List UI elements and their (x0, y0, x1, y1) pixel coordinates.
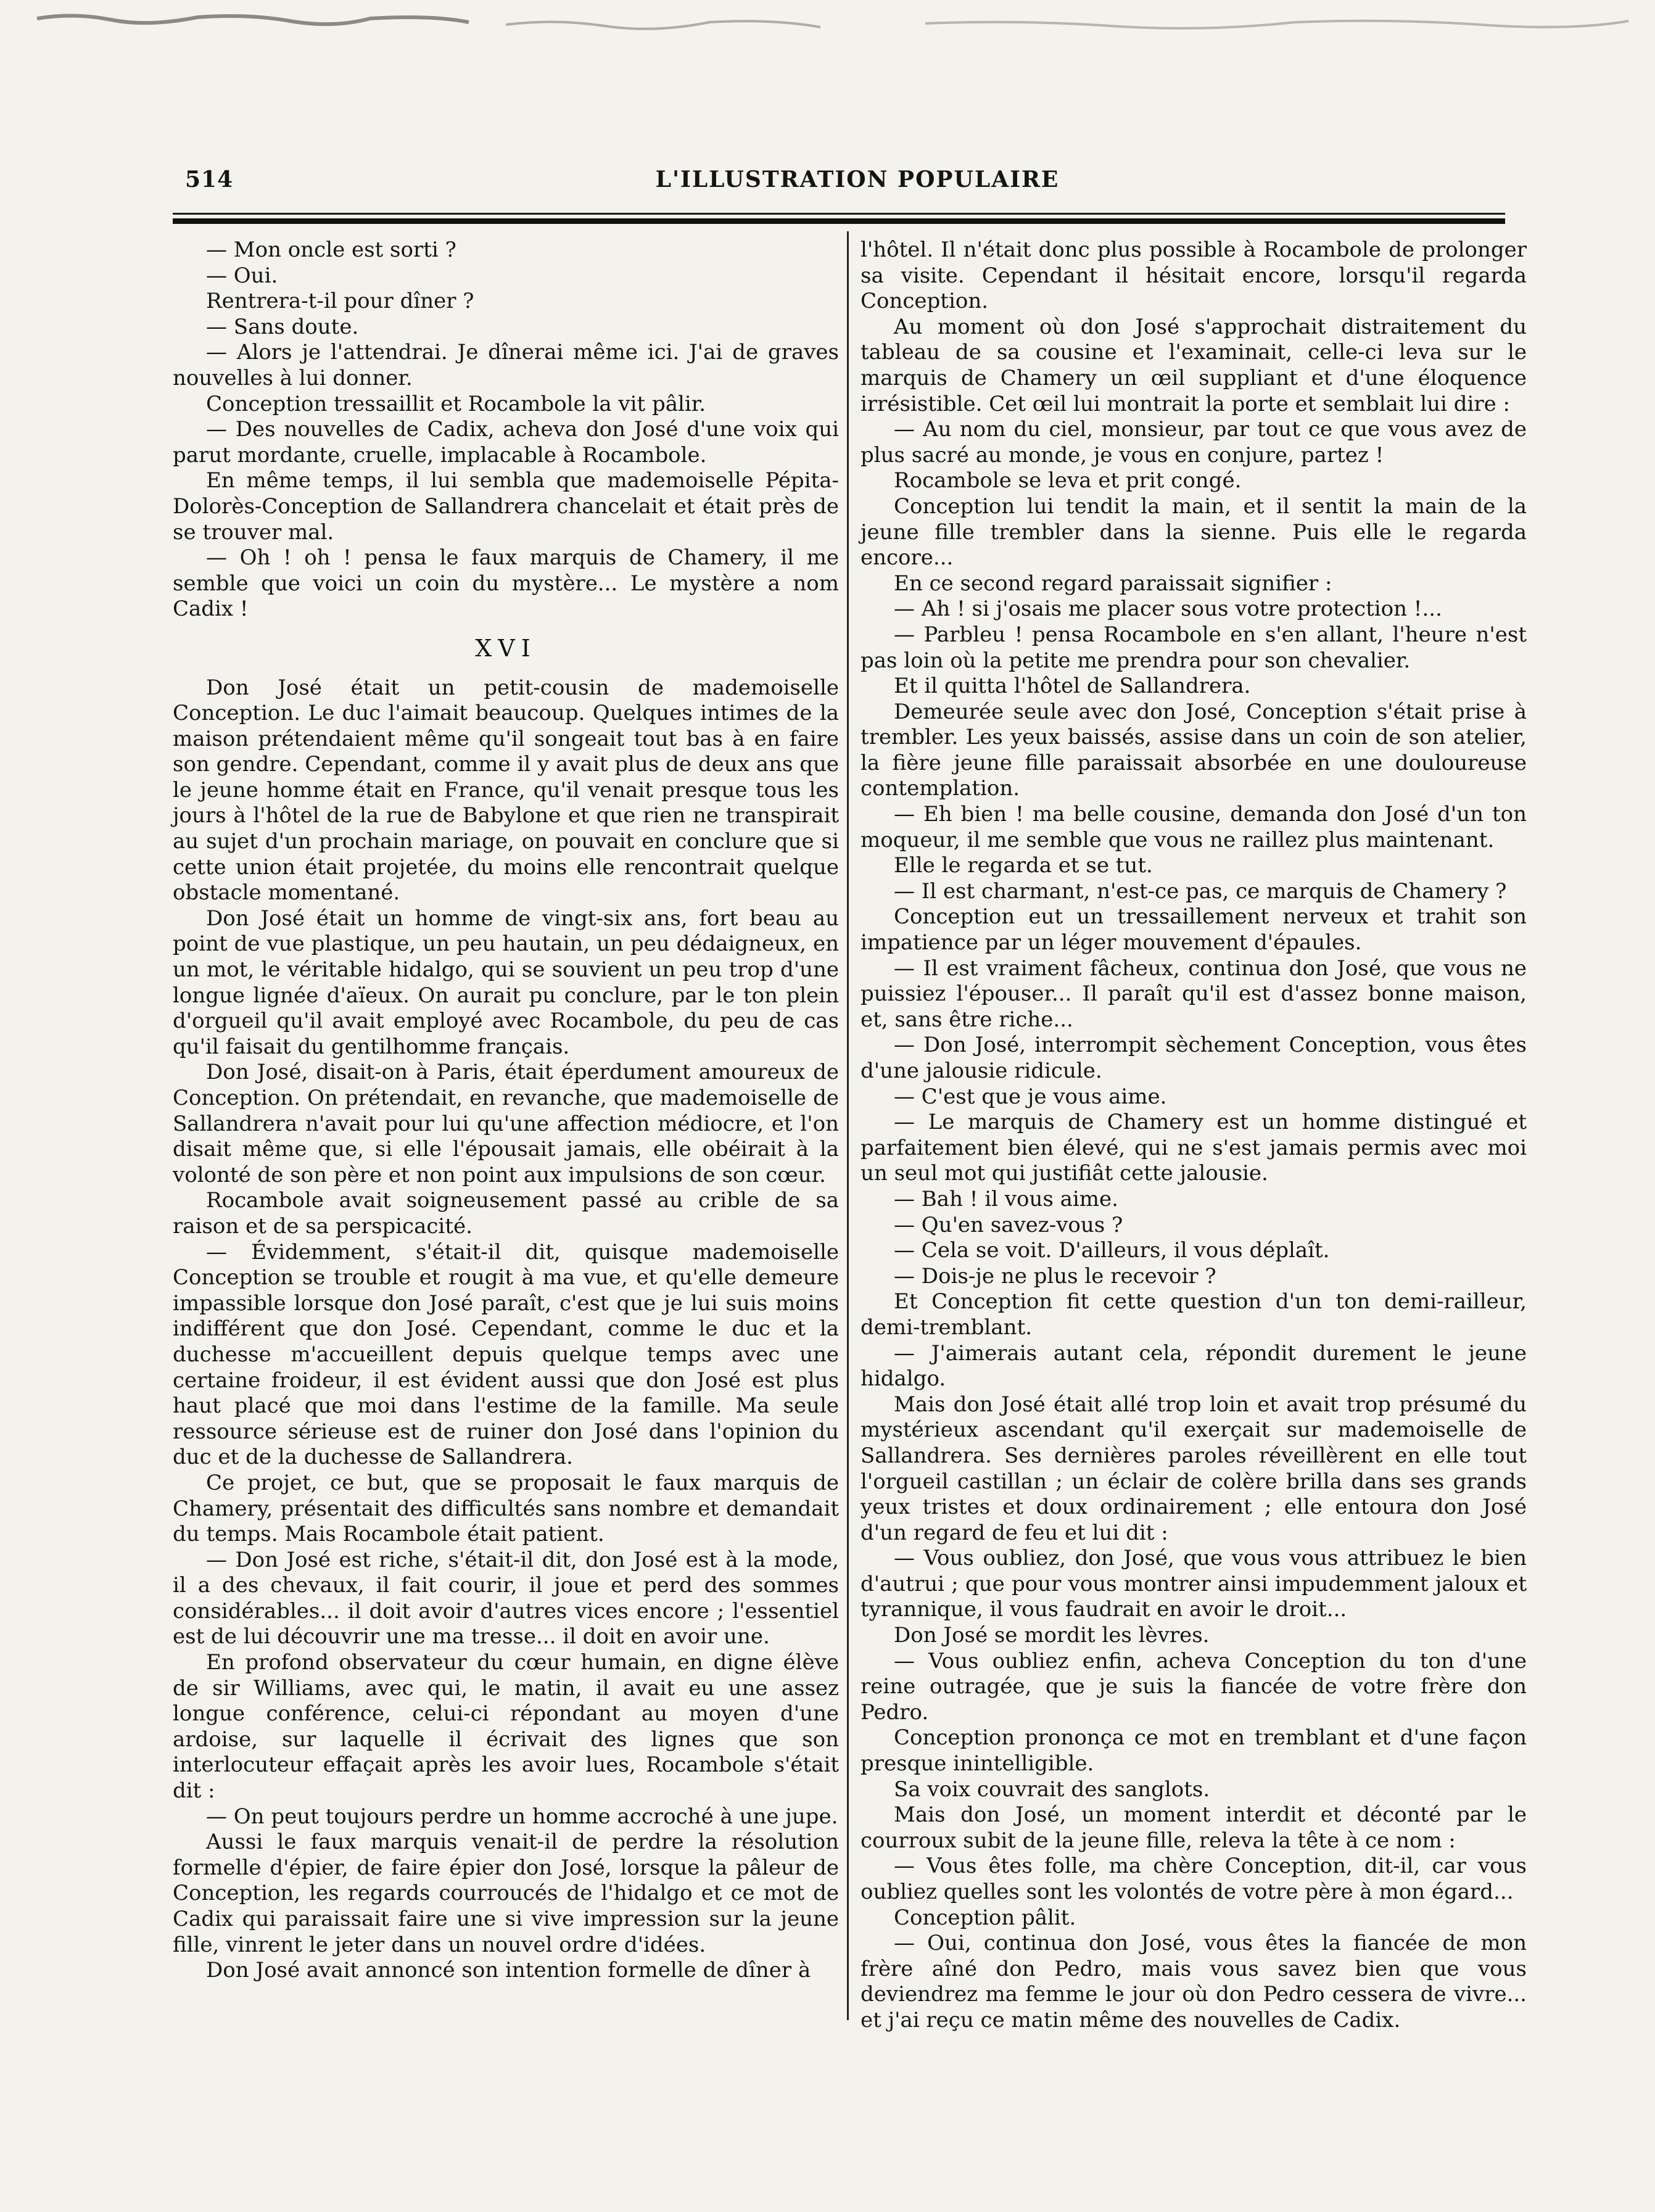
paragraph: Don José se mordit les lèvres. (894, 1623, 1210, 1648)
paragraph: Rocambole avait soigneusement passé au crible de sa raison et de sa perspicacité. (173, 1188, 839, 1239)
paragraph: — Vous êtes folle, ma chère Conception, dit-il, car vous oubliez quelles sont les volontés de votre père à mon égard... (861, 1854, 1527, 1904)
paragraph: — C'est que je vous aime. (894, 1084, 1167, 1109)
paragraph: Don José était un petit-cousin de mademoiselle Conception. Le duc l'aimait beaucoup. Quelques intimes de la maison prétendaient même qu'il songeait tout bas à en faire son gendre. Cependant, comme il y avait plus de deux ans que le jeune homme était en France, qu'il venait presque tous les jours à l'hôtel de la rue de Babylone et que rien ne transpirait au sujet d'un prochain mariage, on pouvait en conclure que si cette union était projetée, du moins elle rencontrait quelque obstacle momentané. (173, 675, 839, 906)
paragraph: — Vous oubliez enfin, acheva Conception du ton d'une reine outragée, que je suis la fiancée de votre frère don Pedro. (861, 1648, 1527, 1725)
paragraph: Mais don José, un moment interdit et déconté par le courroux subit de la jeune fille, releva la tête à ce nom : (861, 1802, 1527, 1853)
paragraph: Demeurée seule avec don José, Conception s'était prise à trembler. Les yeux baissés, assise dans un coin de son atelier, la fière jeune fille paraissait absorbée en une douloureuse contemplation. (861, 699, 1527, 801)
paragraph: — Oh ! oh ! pensa le faux marquis de Chamery, il me semble que voici un coin du mystère... Le mystère a nom Cadix ! (173, 545, 839, 622)
paragraph: — Sans doute. (206, 314, 359, 339)
paragraph: Don José, disait-on à Paris, était éperdument amoureux de Conception. On prétendait, en revanche, que mademoiselle de Sallandrera n'avait pour lui qu'une affection médiocre, et l'on disait même que, si elle l'épousait jamais, elle obéirait à la volonté de son père et non point aux impulsions de son cœur. (173, 1060, 839, 1187)
running-title: L'ILLUSTRATION POPULAIRE (655, 167, 1060, 192)
paragraph: — Oui. (206, 263, 278, 288)
paragraph: l'hôtel. Il n'était donc plus possible à Rocambole de prolonger sa visite. Cependant il hésitait encore, lorsqu'il regarda Conception. (861, 237, 1527, 314)
paragraph: — Le marquis de Chamery est un homme distingué et parfaitement bien élevé, qui ne s'est jamais permis avec moi un seul mot qui justifiât cette jalousie. (861, 1110, 1527, 1186)
paragraph: — Évidemment, s'était-il dit, quisque mademoiselle Conception se trouble et rougit à ma vue, et qu'elle demeure impassible lorsque don José paraît, c'est que je lui suis moins indifférent que don José. Cependant, comme le duc et la duchesse m'accueillent depuis quelque temps avec une certaine froideur, il est évident aussi que don José est plus haut placé que moi dans l'estime de la famille. Ma seule ressource sérieuse est de ruiner don José dans l'opinion du duc et de la duchesse de Sallandrera. (173, 1239, 839, 1470)
paragraph: — J'aimerais autant cela, répondit durement le jeune hidalgo. (861, 1340, 1527, 1392)
paragraph: Conception pâlit. (894, 1905, 1076, 1930)
paragraph: — Au nom du ciel, monsieur, par tout ce que vous avez de plus sacré au monde, je vous en conjure, partez ! (861, 417, 1527, 468)
paragraph: Elle le regarda et se tut. (894, 853, 1153, 878)
paragraph: Conception tressaillit et Rocambole la vit pâlir. (206, 391, 706, 416)
paragraph: Et Conception fit cette question d'un ton demi-railleur, demi-tremblant. (861, 1289, 1527, 1340)
paragraph: Aussi le faux marquis venait-il de perdre la résolution formelle d'épier, de faire épier don José, lorsque la pâleur de Conception, les regards courroucés de l'hidalgo et ce mot de Cadix qui paraissait faire une si vive impression sur la jeune fille, vinrent le jeter dans un nouvel ordre d'idées. (173, 1830, 839, 1957)
paragraph: Don José avait annoncé son intention formelle de dîner à (206, 1958, 811, 1983)
paragraph: — Dois-je ne plus le recevoir ? (894, 1263, 1216, 1289)
left-column (173, 237, 839, 1984)
paragraph: En ce second regard paraissait signifier : (894, 571, 1332, 596)
paragraph: — Qu'en savez-vous ? (894, 1212, 1123, 1237)
paragraph: — Parbleu ! pensa Rocambole en s'en allant, l'heure n'est pas loin où la petite me prendra pour son chevalier. (861, 622, 1527, 673)
paragraph: En profond observateur du cœur humain, en digne élève de sir Williams, avec qui, le matin, il avait eu une assez longue conférence, celui-ci répondant au moyen d'une ardoise, sur laquelle il écrivait des lignes que son interlocuteur effaçait après les avoir lues, Rocambole s'était dit : (173, 1650, 839, 1804)
header-rule-thick (173, 218, 1505, 224)
paragraph: Conception lui tendit la main, et il sentit la main de la jeune fille trembler dans la sienne. Puis elle le regarda encore... (861, 493, 1527, 571)
page-header (185, 167, 1530, 204)
paragraph: Ce projet, ce but, que se proposait le faux marquis de Chamery, présentait des difficultés sans nombre et demandait du temps. Mais Rocambole était patient. (173, 1470, 839, 1547)
paragraph: En même temps, il lui sembla que mademoiselle Pépita-Dolorès-Conception de Sallandrera chancelait et était près de se trouver mal. (173, 468, 839, 545)
paragraph: — Don José est riche, s'était-il dit, don José est à la mode, il a des chevaux, il fait courir, il joue et perd des sommes considérables... il doit avoir d'autres vices encore ; l'essentiel est de lui découvrir une ma tresse... il doit en avoir une. (173, 1547, 839, 1649)
paragraph: — Des nouvelles de Cadix, acheva don José d'une voix qui parut mordante, cruelle, implacable à Rocambole. (173, 417, 839, 468)
paragraph: — Il est charmant, n'est-ce pas, ce marquis de Chamery ? (894, 878, 1507, 904)
right-column (861, 237, 1527, 2034)
paragraph: Et il quitta l'hôtel de Sallandrera. (894, 674, 1251, 699)
paragraph: Mais don José était allé trop loin et avait trop présumé du mystérieux ascendant qu'il exerçait sur mademoiselle de Sallandrera. Ses dernières paroles réveillèrent en elle tout l'orgueil castillan ; un éclair de colère brilla dans ses grands yeux tristes et doux ordinairement ; elle entoura don José d'un regard de feu et lui dit : (861, 1392, 1527, 1545)
page-number: 514 (185, 167, 234, 192)
paragraph: Conception prononça ce mot en tremblant et d'une façon presque inintelligible. (861, 1725, 1527, 1777)
paragraph: — Alors je l'attendrai. Je dînerai même ici. J'ai de graves nouvelles à lui donner. (173, 340, 839, 390)
column-divider (847, 231, 849, 2020)
paragraph: — Mon oncle est sorti ? (206, 237, 456, 262)
paragraph: Au moment où don José s'approchait distraitement du tableau de sa cousine et l'examinait, celle-ci leva sur le marquis de Chamery un œil suppliant et d'une éloquence irrésistible. Cet œil lui montrait la porte et semblait lui dire : (861, 314, 1527, 416)
paragraph: — Oui, continua don José, vous êtes la fiancée de mon frère aîné don Pedro, mais vous savez bien que vous deviendrez ma femme le jour où don Pedro cessera de vivre... et j'ai reçu ce matin même des nouvelles de Cadix. (861, 1931, 1527, 2032)
paragraph: — Cela se voit. D'ailleurs, il vous déplaît. (894, 1238, 1330, 1263)
header-rule-thin (173, 213, 1505, 215)
left-column-chapter-text (173, 675, 839, 1984)
left-column-dialogue (173, 237, 839, 622)
paragraph: — Ah ! si j'osais me placer sous votre protection !... (894, 596, 1442, 622)
paragraph: Rentrera-t-il pour dîner ? (206, 289, 474, 314)
paragraph: — On peut toujours perdre un homme accroché à une jupe. (206, 1804, 838, 1829)
paragraph: — Vous oubliez, don José, que vous vous attribuez le bien d'autrui ; que pour vous montrer ainsi impudemment jaloux et tyrannique, il vous faudrait en avoir le droit... (861, 1546, 1527, 1622)
paragraph: Don José était un homme de vingt-six ans, fort beau au point de vue plastique, un peu hautain, un peu dédaigneux, en un mot, le véritable hidalgo, qui se souvient un peu trop d'une longue lignée d'aïeux. On aurait pu conclure, par le ton plein d'orgueil qu'il avait employé avec Rocambole, du peu de cas qu'il faisait du gentilhomme français. (173, 906, 839, 1059)
paragraph: Sa voix couvrait des sanglots. (894, 1777, 1210, 1802)
scan-noise-top (0, 0, 1655, 49)
paragraph: — Il est vraiment fâcheux, continua don José, que vous ne puissiez l'épouser... Il paraît qu'il est d'assez bonne maison, et, sans être riche... (861, 955, 1527, 1032)
paragraph: — Don José, interrompit sèchement Conception, vous êtes d'une jalousie ridicule. (861, 1033, 1527, 1083)
paragraph: — Eh bien ! ma belle cousine, demanda don José d'un ton moqueur, il me semble que vous ne raillez plus maintenant. (861, 802, 1527, 852)
paragraph: Rocambole se leva et prit congé. (894, 468, 1242, 493)
right-column-text (861, 237, 1527, 2034)
paragraph: — Bah ! il vous aime. (894, 1186, 1118, 1211)
paragraph: Conception eut un tressaillement nerveux et trahit son impatience par un léger mouvement d'épaules. (861, 904, 1527, 955)
chapter-heading: XVI (475, 634, 537, 662)
